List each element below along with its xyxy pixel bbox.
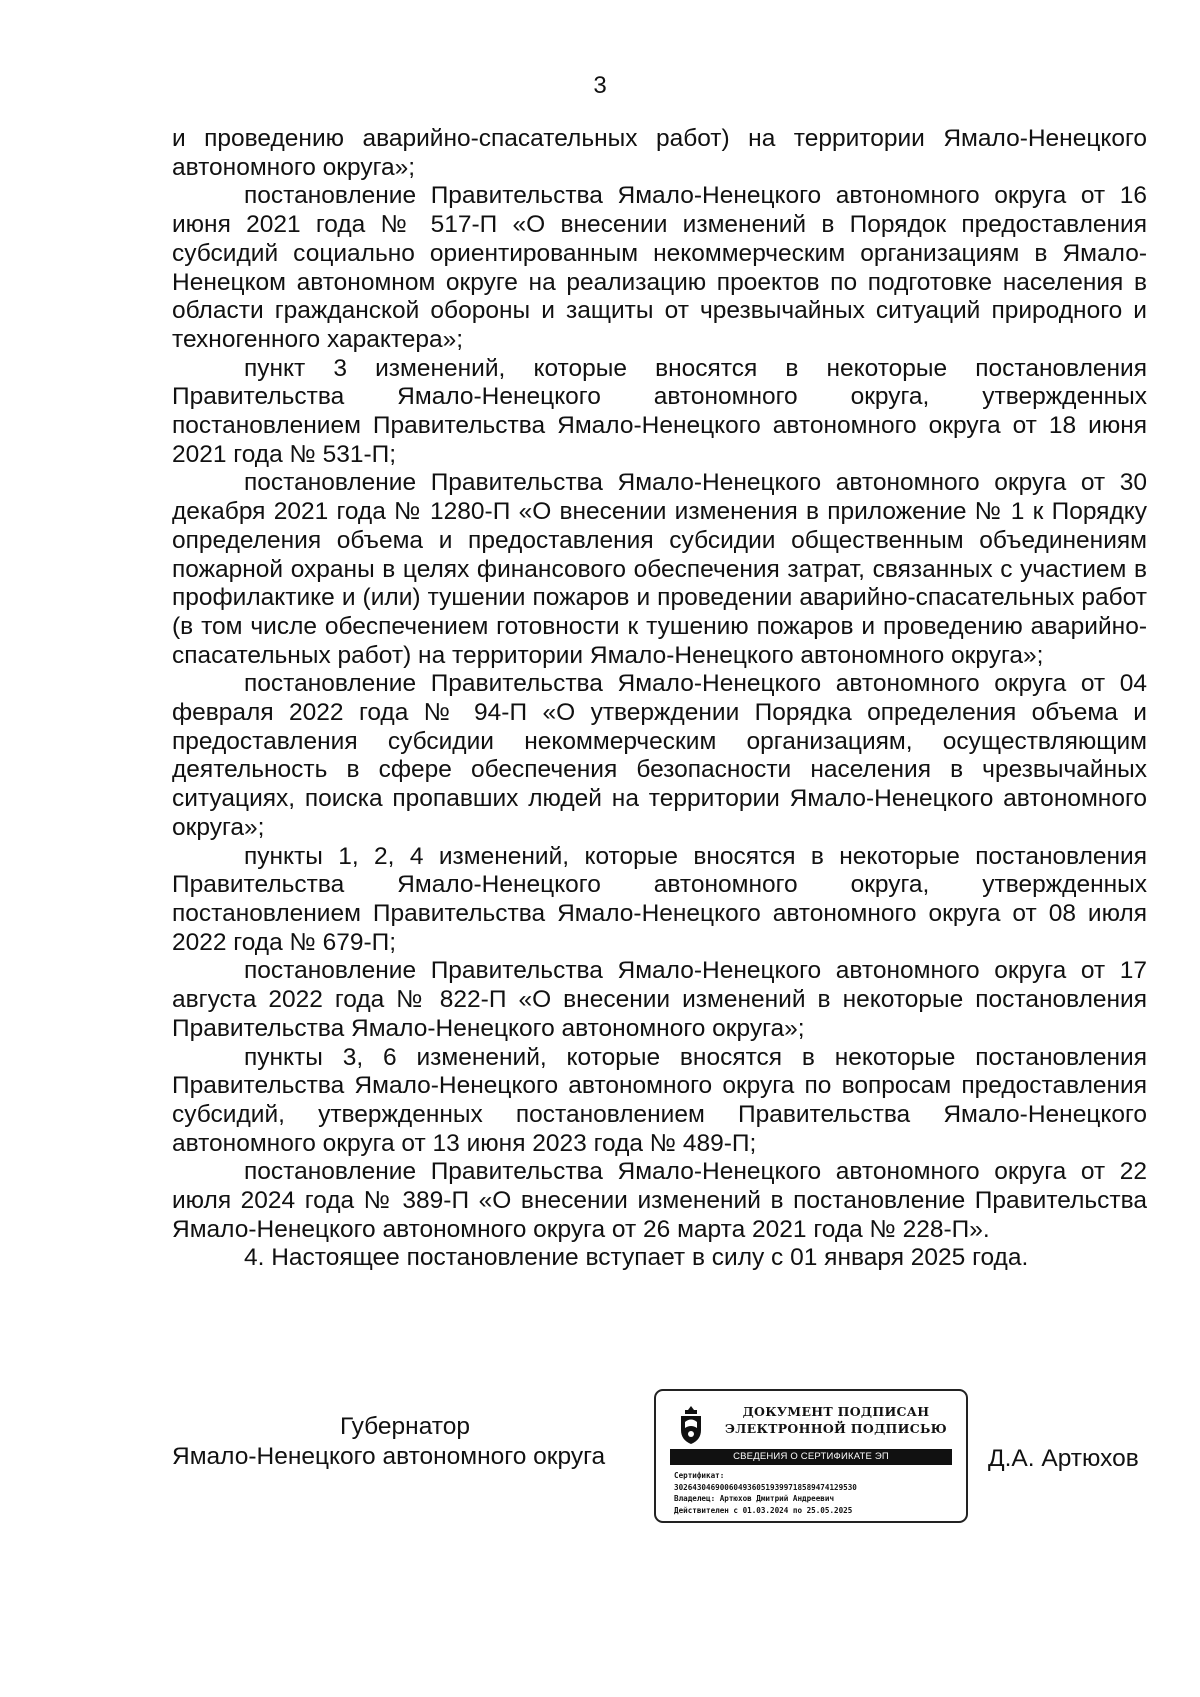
signatory-title: Губернатор [340, 1413, 470, 1440]
stamp-certificate-bar: СВЕДЕНИЯ О СЕРТИФИКАТЕ ЭП [670, 1449, 952, 1465]
stamp-heading-line2: ЭЛЕКТРОННОЙ ПОДПИСЬЮ [725, 1421, 947, 1436]
signatory-name: Д.А. Артюхов [988, 1445, 1139, 1472]
paragraph-item-531: пункт 3 изменений, которые вносятся в некоторые постановления Правительства Ямало-Ненецкого автономного округа, утвержденных постановлением Правительства Ямало-Ненецкого автономного округа от 18 июня 2021 года № 531-П; [172, 354, 1147, 468]
page-number: 3 [593, 72, 607, 99]
certificate-owner: Владелец: Артюхов Дмитрий Андреевич [674, 1494, 835, 1503]
signatory-region: Ямало-Ненецкого автономного округа [172, 1443, 606, 1470]
document-body [172, 125, 1147, 1273]
stamp-heading [718, 1403, 954, 1437]
paragraph-resolution-94: постановление Правительства Ямало-Ненецкого автономного округа от 04 февраля 2022 года № 94-П «О утверждении Порядка определения объема и предоставления субсидии некоммерческим организациям, осуществляющим деятельность в сфере обеспечения безопасности населения в чрезвычайных ситуациях, поиска пропавших людей на территории Ямало-Ненецкого автономного округа»; [172, 670, 1147, 841]
certificate-validity: Действителен с 01.03.2024 по 25.05.2025 [674, 1505, 853, 1515]
paragraph-items-679: пункты 1, 2, 4 изменений, которые вносятся в некоторые постановления Правительства Ямало-Ненецкого автономного округа, утвержденных постановлением Правительства Ямало-Ненецкого автономного округа от 08 июля 2022 года № 679-П; [172, 842, 1147, 956]
paragraph-continuation: и проведению аварийно-спасательных работ) на территории Ямало-Ненецкого автономного округа»; [172, 125, 1147, 181]
paragraph-items-489: пункты 3, 6 изменений, которые вносятся в некоторые постановления Правительства Ямало-Ненецкого автономного округа по вопросам предоставления субсидий, утвержденных постановлением Правительства Ямало-Ненецкого автономного округа от 13 июня 2023 года № 489-П; [172, 1043, 1147, 1157]
certificate-number: 3026430469006049360519399718589474129530 [674, 1482, 857, 1492]
certificate-label: Сертификат: [674, 1471, 725, 1480]
stamp-heading-line1: ДОКУМЕНТ ПОДПИСАН [742, 1404, 930, 1419]
paragraph-clause-4: 4. Настоящее постановление вступает в силу с 01 января 2025 года. [244, 1244, 1029, 1272]
paragraph-resolution-517: постановление Правительства Ямало-Ненецкого автономного округа от 16 июня 2021 года № 517-П «О внесении изменений в Порядок предоставления субсидий социально ориентированным некоммерческим организациям в Ямало-Ненецком автономном округе на реализацию проектов по подготовке населения в области гражданской обороны и защиты от чрезвычайных ситуаций природного и техногенного характера»; [172, 182, 1147, 353]
paragraph-resolution-1280: постановление Правительства Ямало-Ненецкого автономного округа от 30 декабря 2021 года № 1280-П «О внесении изменения в приложение № 1 к Порядку определения объема и предоставления субсидии общественным объединениям пожарной охраны в целях финансового обеспечения затрат, связанных с участием в профилактике и (или) тушении пожаров и проведении аварийно-спасательных работ (в том числе обеспечением готовности к тушению пожаров и проведению аварийно-спасательных работ) на территории Ямало-Ненецкого автономного округа»; [172, 469, 1147, 669]
coat-of-arms-icon [676, 1404, 706, 1446]
signatory-position [172, 1412, 642, 1472]
stamp-certificate-details [674, 1470, 954, 1516]
paragraph-resolution-822: постановление Правительства Ямало-Ненецкого автономного округа от 17 августа 2022 года № 822-П «О внесении изменений в некоторые постановления Правительства Ямало-Ненецкого автономного округа»; [172, 957, 1147, 1042]
paragraph-resolution-389: постановление Правительства Ямало-Ненецкого автономного округа от 22 июля 2024 года № 389-П «О внесении изменений в постановление Правительства Ямало-Ненецкого автономного округа от 26 марта 2021 года № 228-П». [172, 1158, 1147, 1243]
electronic-signature-stamp [654, 1389, 968, 1523]
